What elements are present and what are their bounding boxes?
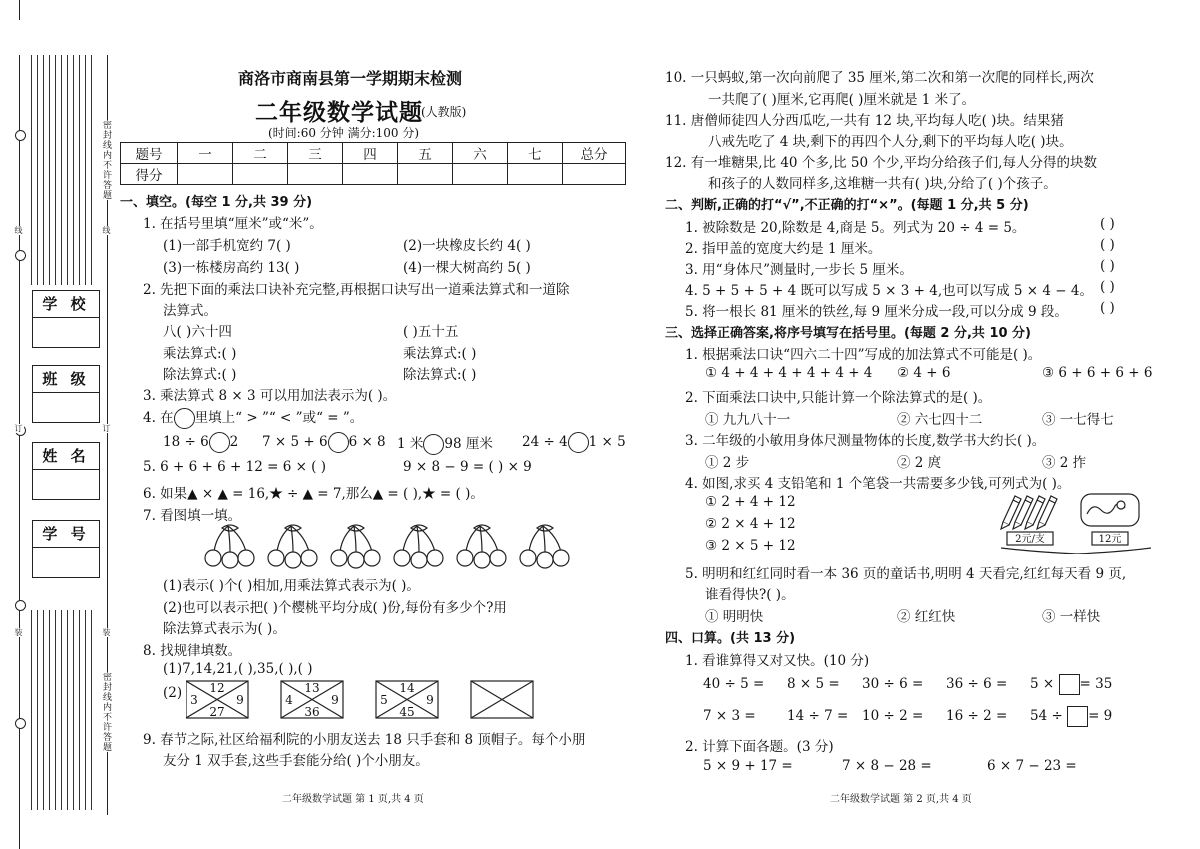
binding-hole <box>15 600 26 611</box>
compare-circle[interactable] <box>328 432 349 453</box>
oral-box-item: 54 ÷ = 9 <box>1030 706 1112 727</box>
choice-option[interactable]: ② 2 × 4 + 12 <box>705 516 796 532</box>
question-12-cont: 和孩子的人数同样多,这堆糖一共有( )块,分给了( )个孩子。 <box>708 176 1057 192</box>
binding-hole <box>15 130 26 141</box>
oral-item: 10 ÷ 2 = <box>862 708 924 724</box>
q8-line-1: (1)7,14,21,( ),35,( ),( ) <box>163 661 313 677</box>
page-footer: 二年级数学试题 第 1 页,共 4 页 <box>282 794 424 805</box>
question-4 <box>143 406 363 429</box>
calc-item: 7 × 8 − 28 = <box>842 758 932 774</box>
q4-item: 7 × 5 + 6 6 × 8 <box>262 432 386 453</box>
student-id-field[interactable] <box>32 520 100 578</box>
score-header: 五 <box>398 143 453 164</box>
score-header: 七 <box>508 143 563 164</box>
oral-item: 7 × 3 = <box>703 708 756 724</box>
choice-option[interactable]: ① 九九八十一 <box>705 412 791 428</box>
oral-1: 1. 看谁算得又对又快。(10 分) <box>685 653 870 669</box>
choice-option[interactable]: ① 4 + 4 + 4 + 4 + 4 + 4 <box>705 365 873 381</box>
section-1-title: 一、填空。(每空 1 分,共 39 分) <box>120 195 313 210</box>
q1-item: (1)一部手机宽约 7( ) <box>163 238 291 254</box>
choice-3: 3. 二年级的小敏用身体尺测量物体的长度,数学书大约长( )。 <box>685 433 1046 449</box>
question-1: 1. 在括号里填“厘米”或“米”。 <box>143 216 323 232</box>
choice-option[interactable]: ③ 6 + 6 + 6 + 6 <box>1042 365 1153 381</box>
binding-hole <box>15 250 26 261</box>
pencil-illustration <box>995 488 1155 554</box>
oral-item: 14 ÷ 7 = <box>787 708 849 724</box>
answer-box[interactable] <box>1067 706 1088 727</box>
question-11: 11. 唐僧师徒四人分西瓜吃,一共有 12 块,平均每人吃( )块。结果猪 <box>665 113 1064 129</box>
pattern-top: 14 <box>399 681 415 695</box>
seal-char: 订 <box>14 424 23 433</box>
question-9-cont: 友分 1 双手套,这些手套能分给( )个小朋友。 <box>163 753 429 769</box>
choice-option[interactable]: ③ 2 × 5 + 12 <box>705 538 796 554</box>
q2-rhyme-b: ( )五十五 <box>403 324 459 340</box>
score-table <box>120 142 626 185</box>
q1-item: (3)一栋楼房高约 13( ) <box>163 260 300 276</box>
oral-item: 30 ÷ 6 = <box>862 676 924 692</box>
seal-char: 线 <box>102 226 111 235</box>
pencil-case-icon <box>1081 494 1139 526</box>
section-3-title: 三、选择正确答案,将序号填写在括号里。(每题 2 分,共 10 分) <box>665 326 1031 341</box>
question-5a: 5. 6 + 6 + 6 + 12 = 6 × ( ) <box>143 459 327 475</box>
judge-answer[interactable]: ( ) <box>1100 216 1115 232</box>
q2-rhyme-a: 八( )六十四 <box>163 324 232 340</box>
oral-2: 2. 计算下面各题。(3 分) <box>685 739 834 755</box>
score-cell[interactable] <box>178 164 233 185</box>
name-field[interactable] <box>32 442 100 500</box>
q1-item: (2)一块橡皮长约 4( ) <box>403 238 531 254</box>
q7-line-2: (2)也可以表示把( )个樱桃平均分成( )份,每份有多少个?用 <box>163 600 507 616</box>
section-4-title: 四、口算。(共 13 分) <box>665 631 796 646</box>
question-6: 6. 如果▲ × ▲ = 16,★ ÷ ▲ = 7,那么▲ = ( ),★ = ( )。 <box>143 486 484 502</box>
pattern-box <box>471 681 533 718</box>
student-id-label: 学 号 <box>33 521 99 548</box>
choice-5: 5. 明明和红红同时看一本 36 页的童话书,明明 4 天看完,红红每天看 9 页, <box>685 566 1127 582</box>
q2-mul-b: 乘法算式:( ) <box>403 346 477 362</box>
score-header: 二 <box>233 143 288 164</box>
choice-option[interactable]: ① 明明快 <box>705 609 764 625</box>
score-cell[interactable] <box>508 164 563 185</box>
oral-item: 8 × 5 = <box>787 676 840 692</box>
choice-option[interactable]: ③ 2 拃 <box>1042 455 1087 471</box>
pattern-right: 9 <box>236 693 244 707</box>
pattern-right: 9 <box>331 693 339 707</box>
seal-warning: 密封线内不许答题 <box>101 672 111 752</box>
choice-1: 1. 根据乘法口诀“四六二十四”写成的加法算式不可能是( )。 <box>685 347 1042 363</box>
judge-item: 1. 被除数是 20,除数是 4,商是 5。列式为 20 ÷ 4 = 5。 <box>685 220 1026 236</box>
case-price: 12元 <box>1098 534 1122 545</box>
question-7: 7. 看图填一填。 <box>143 508 242 524</box>
pattern-top: 13 <box>304 681 320 695</box>
question-3: 3. 乘法算式 8 × 3 可以用加法表示为( )。 <box>143 388 397 404</box>
q4-tail: 里填上“ > ”“ < ”或“ = ”。 <box>194 410 364 426</box>
time-info: (时间:60 分钟 满分:100 分) <box>268 126 420 140</box>
question-8: 8. 找规律填数。 <box>143 643 242 659</box>
circle-blank <box>174 408 195 429</box>
judge-answer[interactable]: ( ) <box>1100 237 1115 253</box>
seal-char: 线 <box>14 226 23 235</box>
seal-char: 装 <box>102 628 111 637</box>
oral-box-item: 5 × = 35 <box>1030 674 1112 695</box>
judge-answer[interactable]: ( ) <box>1100 258 1115 274</box>
pencil-price: 2元/支 <box>1015 534 1045 545</box>
q7-line-3: 除法算式表示为( )。 <box>163 621 286 637</box>
question-5b: 9 × 8 − 9 = ( ) × 9 <box>403 459 532 475</box>
pattern-boxes <box>186 680 546 720</box>
score-cell[interactable] <box>453 164 508 185</box>
judge-answer[interactable]: ( ) <box>1100 279 1115 295</box>
question-2: 2. 先把下面的乘法口诀补充完整,再根据口诀写出一道乘法算式和一道除 <box>143 282 570 298</box>
oral-item: 16 ÷ 2 = <box>946 708 1008 724</box>
score-cell[interactable] <box>343 164 398 185</box>
oral-item: 36 ÷ 6 = <box>946 676 1008 692</box>
page-footer: 二年级数学试题 第 2 页,共 4 页 <box>830 794 972 805</box>
q2-div-b: 除法算式:( ) <box>403 367 477 383</box>
score-row-label: 得分 <box>121 164 178 185</box>
choice-option[interactable]: ① 2 步 <box>705 455 750 471</box>
choice-5-cont: 谁看得快?( )。 <box>705 587 795 603</box>
score-header: 题号 <box>121 143 178 164</box>
class-field[interactable] <box>32 365 100 423</box>
score-header: 四 <box>343 143 398 164</box>
q7-line-1: (1)表示( )个( )相加,用乘法算式表示为( )。 <box>163 578 420 594</box>
seal-warning: 密封线内不许答题 <box>101 120 111 200</box>
calc-item: 5 × 9 + 17 = <box>703 758 793 774</box>
choice-option[interactable]: ② 红红快 <box>897 609 956 625</box>
judge-item: 3. 用“身体尺”测量时,一步长 5 厘米。 <box>685 262 913 278</box>
pattern-left: 5 <box>380 693 388 707</box>
choice-2: 2. 下面乘法口诀中,只能计算一个除法算式的是( )。 <box>685 390 992 406</box>
q2-div-a: 除法算式:( ) <box>163 367 237 383</box>
score-header: 三 <box>288 143 343 164</box>
q4-item: 1 米 98 厘米 <box>397 432 493 455</box>
choice-4: 4. 如图,求买 4 支铅笔和 1 个笔袋一共需要多少钱,可列式为( )。 <box>685 476 1071 492</box>
question-10-cont: 一共爬了( )厘米,它再爬( )厘米就是 1 米了。 <box>708 92 976 108</box>
exam-title: 二年级数学试题 <box>255 99 423 126</box>
compare-circle[interactable] <box>568 432 589 453</box>
q4-item: 18 ÷ 6 2 <box>163 432 238 453</box>
binding-hole <box>15 718 26 729</box>
q4-item: 24 ÷ 4 1 × 5 <box>522 432 626 453</box>
score-cell[interactable] <box>233 164 288 185</box>
score-cell[interactable] <box>563 164 626 185</box>
calc-item: 6 × 7 − 23 = <box>987 758 1077 774</box>
section-2-title: 二、判断,正确的打“√”,不正确的打“×”。(每题 1 分,共 5 分) <box>665 198 1029 213</box>
question-11-cont: 八戒先吃了 4 块,剩下的再四个人分,剩下的平均每人吃( )块。 <box>708 134 1073 150</box>
pattern-right: 9 <box>426 693 434 707</box>
region-title: 商洛市商南县第一学期期末检测 <box>238 69 463 88</box>
pattern-top: 12 <box>209 681 225 695</box>
seal-char: 订 <box>102 424 111 433</box>
seal-char: 装 <box>14 628 23 637</box>
school-field[interactable] <box>32 290 100 348</box>
name-label: 姓 名 <box>33 443 99 470</box>
choice-option[interactable]: ③ 一样快 <box>1042 609 1101 625</box>
compare-circle[interactable] <box>209 432 230 453</box>
score-cell[interactable] <box>398 164 453 185</box>
cherry-picture <box>200 522 570 570</box>
pattern-bottom: 45 <box>399 705 415 719</box>
pattern-bottom: 36 <box>304 705 320 719</box>
choice-option[interactable]: ② 六七四十二 <box>897 412 983 428</box>
judge-item: 4. 5 + 5 + 5 + 4 既可以写成 5 × 3 + 4,也可以写成 5 × 4 − 4。 <box>685 283 1093 299</box>
q1-item: (4)一棵大树高约 5( ) <box>403 260 531 276</box>
compare-circle[interactable] <box>423 434 444 455</box>
choice-option[interactable]: ① 2 + 4 + 12 <box>705 494 796 510</box>
q8-prefix: (2) <box>163 685 183 701</box>
score-header: 六 <box>453 143 508 164</box>
pattern-bottom: 27 <box>209 705 225 719</box>
score-header: 一 <box>178 143 233 164</box>
score-header: 总分 <box>563 143 626 164</box>
q4-prefix: 4. 在 <box>143 410 174 426</box>
choice-option[interactable]: ② 4 + 6 <box>897 365 951 381</box>
class-label: 班 级 <box>33 366 99 393</box>
question-10: 10. 一只蚂蚁,第一次向前爬了 35 厘米,第二次和第一次爬的同样长,两次 <box>665 70 1094 86</box>
answer-box[interactable] <box>1059 674 1080 695</box>
oral-item: 40 ÷ 5 = <box>703 676 765 692</box>
choice-option[interactable]: ③ 一七得七 <box>1042 412 1114 428</box>
pattern-left: 3 <box>190 693 198 707</box>
question-12: 12. 有一堆糖果,比 40 个多,比 50 个少,平均分给孩子们,每人分得的块数 <box>665 155 1097 171</box>
judge-item: 5. 将一根长 81 厘米的铁丝,每 9 厘米分成一段,可以分成 9 段。 <box>685 304 1068 320</box>
score-cell[interactable] <box>288 164 343 185</box>
edition: (人教版) <box>421 105 467 119</box>
choice-option[interactable]: ② 2 庹 <box>897 455 942 471</box>
q2-mul-a: 乘法算式:( ) <box>163 346 237 362</box>
question-9: 9. 春节之际,社区给福利院的小朋友送去 18 只手套和 8 顶帽子。每个小朋 <box>143 732 586 748</box>
judge-item: 2. 指甲盖的宽度大约是 1 厘米。 <box>685 241 882 257</box>
school-label: 学 校 <box>33 291 99 318</box>
question-2-cont: 法算式。 <box>163 303 217 319</box>
pattern-left: 4 <box>285 693 293 707</box>
judge-answer[interactable]: ( ) <box>1100 300 1115 316</box>
